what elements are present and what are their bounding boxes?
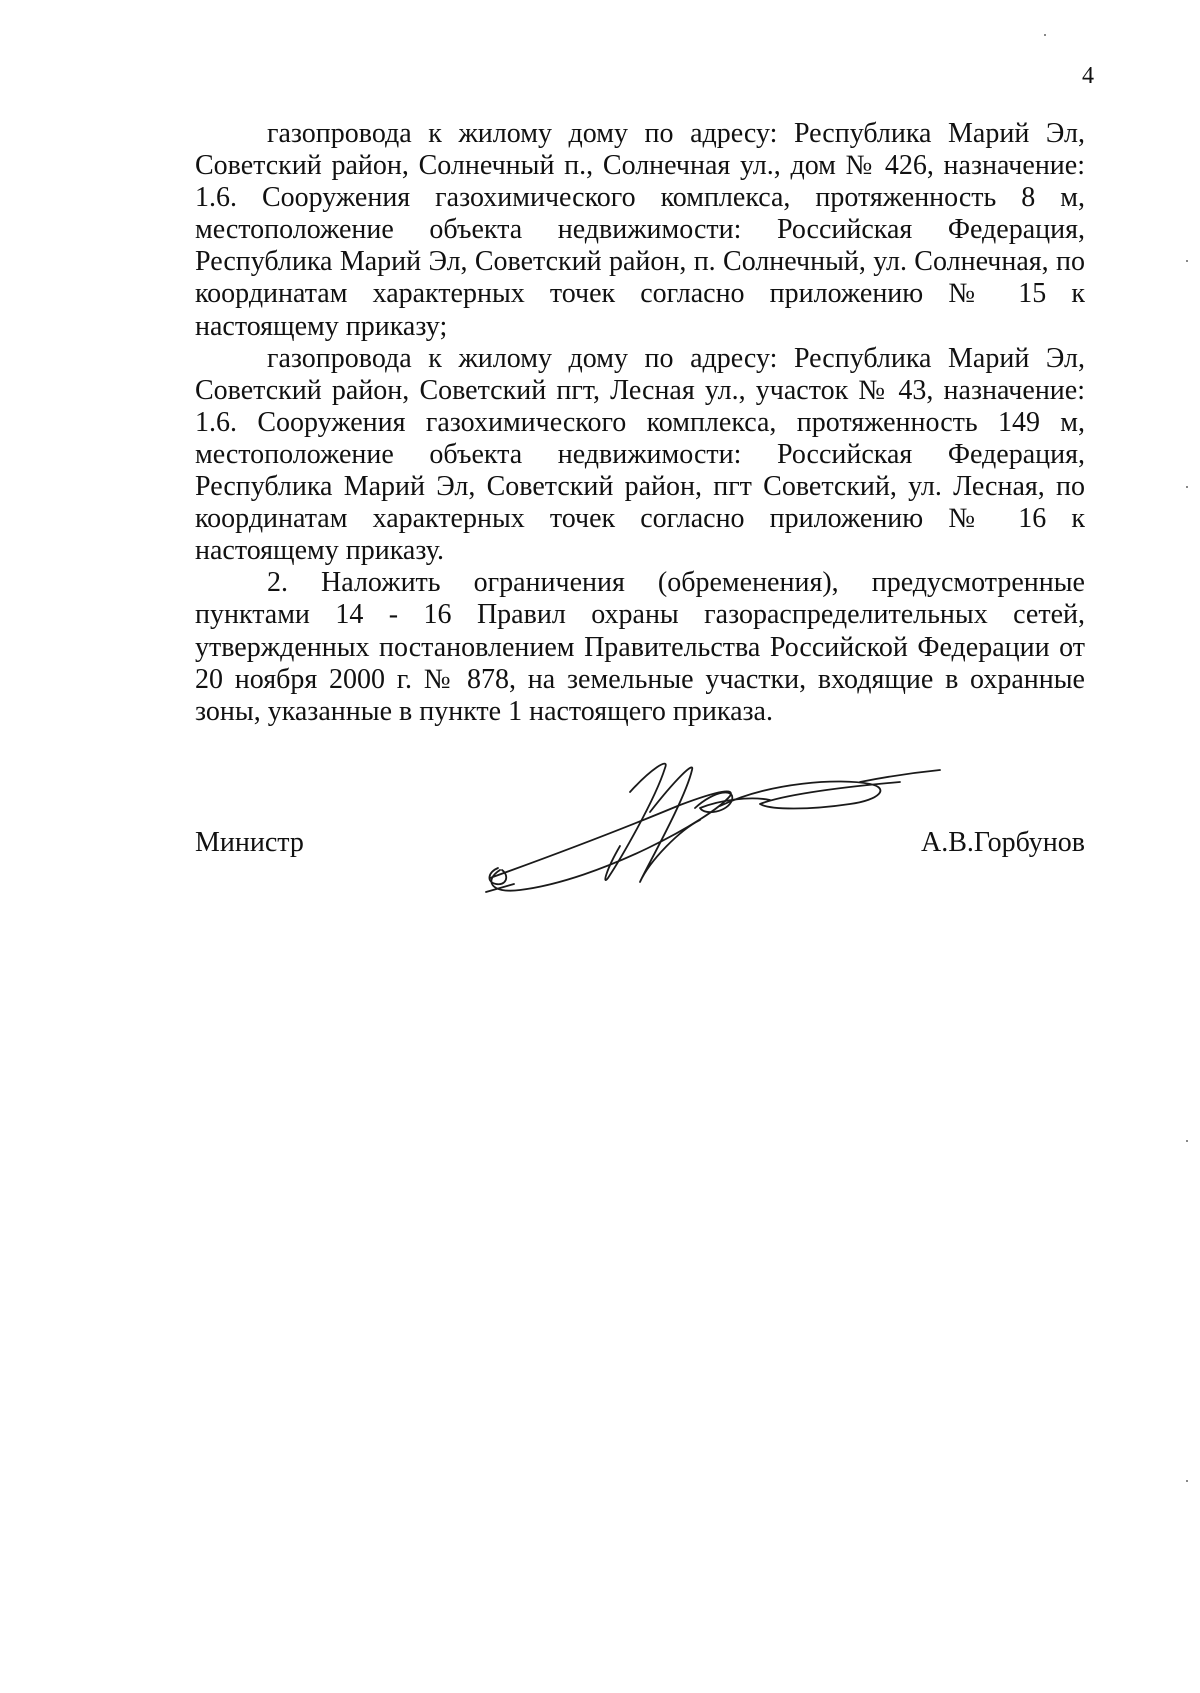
scan-speck: [1044, 34, 1046, 36]
paragraph-gas-pipeline-solnechnaya: газопровода к жилому дому по адресу: Республика Марий Эл, Советский район, Солнечный п., Солнечная ул., дом № 426, назначение: 1.6. Сооружения газохимического комплекса, протяженность 8 м, местоположение объекта недвижимости: Российская Федерация, Республика Марий Эл, Советский район, п. Солнечный, ул. Солнечная, по координатам характерных точек согласно приложению № 15 к настоящему приказу;: [195, 118, 1085, 342]
scan-speck: [1186, 1140, 1188, 1142]
scan-speck: [1186, 1480, 1188, 1482]
signer-position: Министр: [195, 827, 304, 858]
paragraph-gas-pipeline-lesnaya: газопровода к жилому дому по адресу: Республика Марий Эл, Советский район, Советский пгт, Лесная ул., участок № 43, назначение: 1.6. Сооружения газохимического комплекса, протяженность 149 м, местоположение объекта недвижимости: Российская Федерация, Республика Марий Эл, Советский район, пгт Советский, ул. Лесная, по координатам характерных точек согласно приложению № 16 к настоящему приказу.: [195, 342, 1085, 567]
document-body: [195, 118, 1085, 728]
scan-speck: [1186, 486, 1188, 488]
paragraph-restrictions: 2. Наложить ограничения (обременения), предусмотренные пунктами 14 - 16 Правил охраны газораспределительных сетей, утвержденных постановлением Правительства Российской Федерации от 20 ноября 2000 г. № 878, на земельные участки, входящие в охранные зоны, указанные в пункте 1 настоящего приказа.: [195, 567, 1085, 727]
scan-speck: [1186, 260, 1188, 262]
page-number: 4: [1082, 63, 1094, 89]
signature-block: [0, 760, 1200, 930]
signer-name: А.В.Горбунов: [920, 827, 1085, 858]
